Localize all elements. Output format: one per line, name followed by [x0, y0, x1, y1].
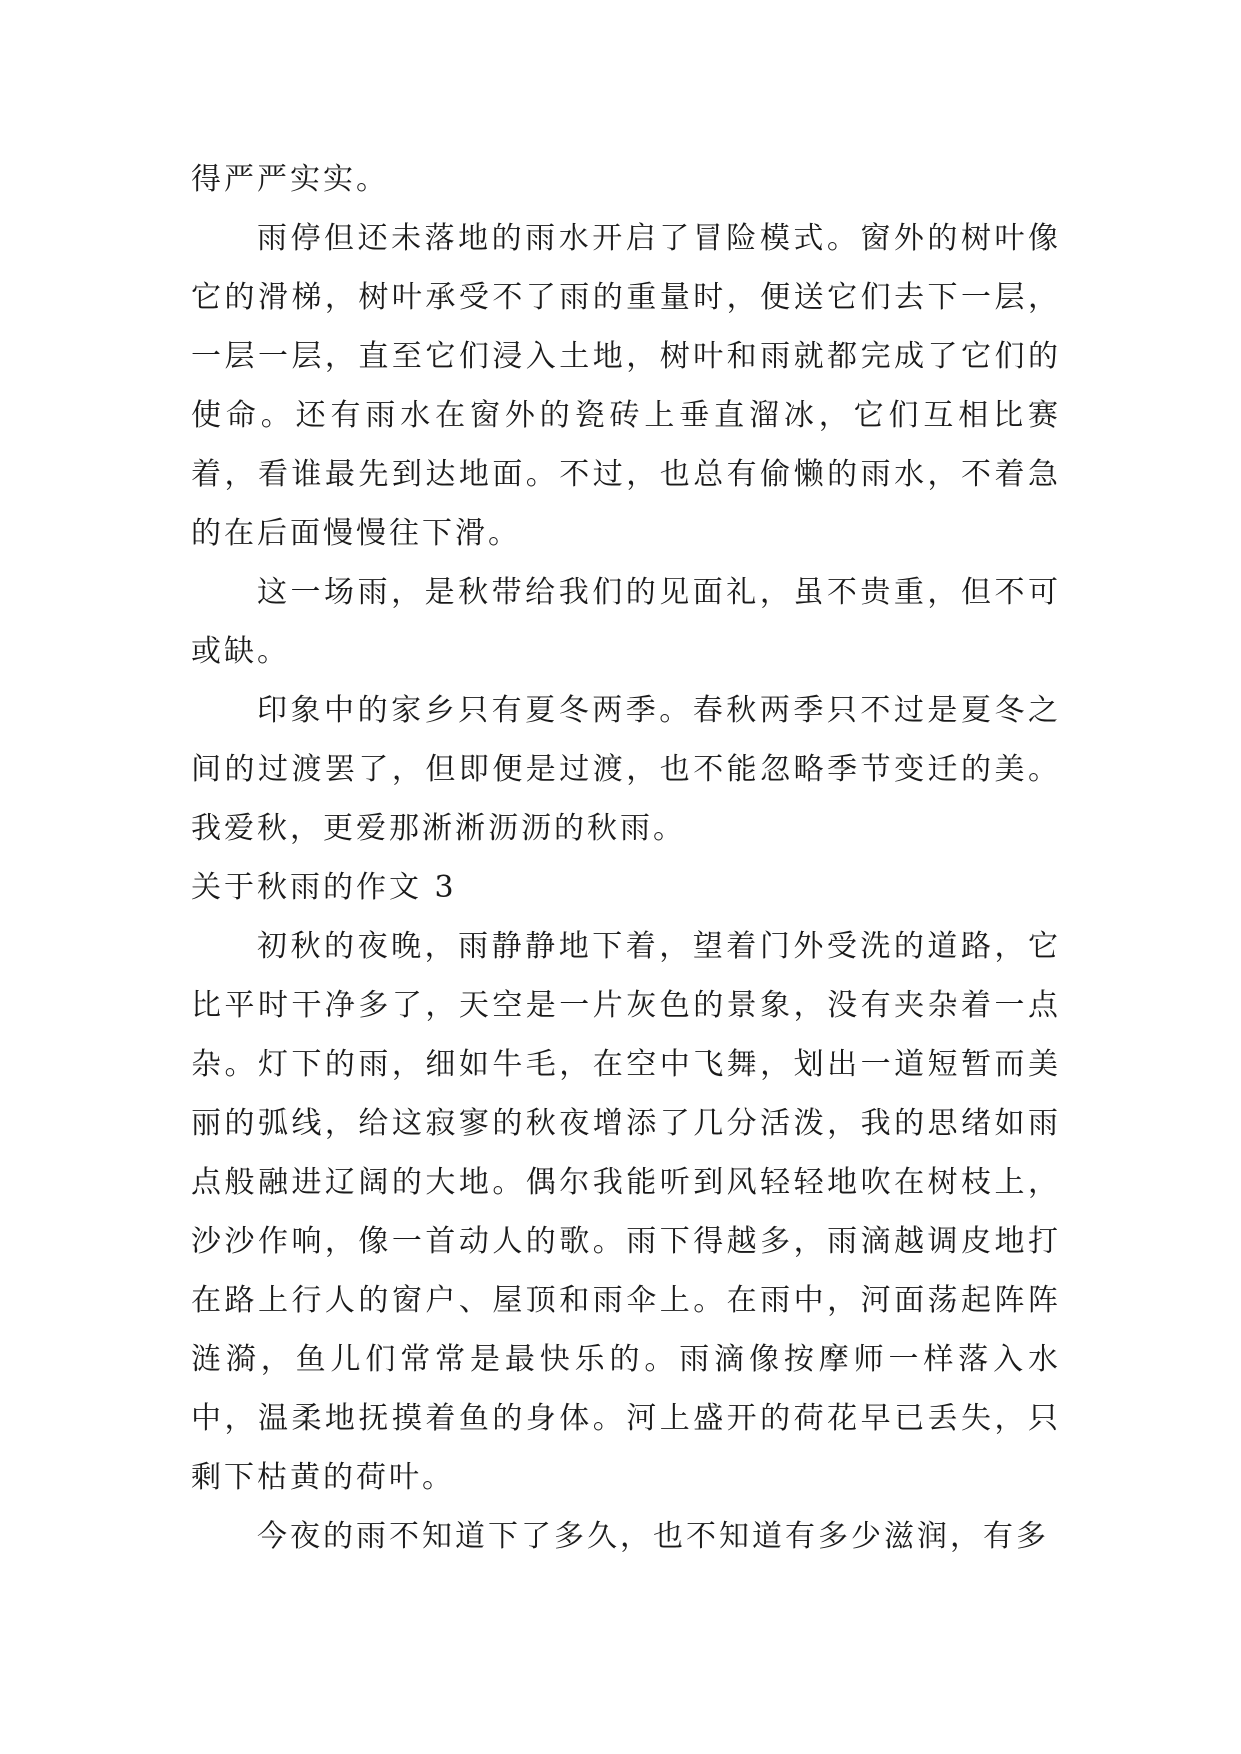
paragraph-autumn-night-rain: 初秋的夜晚，雨静静地下着，望着门外受洗的道路，它比平时干净多了，天空是一片灰色的景象，没有夹杂着一点杂。灯下的雨，细如牛毛，在空中飞舞，划出一道短暂而美丽的弧线，给这寂寥的秋夜增添了几分活泼，我的思绪如雨点般融进辽阔的大地。偶尔我能听到风轻轻地吹在树枝上，沙沙作响，像一首动人的歌。雨下得越多，雨滴越调皮地打在路上行人的窗户、屋顶和雨伞上。在雨中，河面荡起阵阵涟漪，鱼儿们常常是最快乐的。雨滴像按摩师一样落入水中，温柔地抚摸着鱼的身体。河上盛开的荷花早已丢失，只剩下枯黄的荷叶。: [191, 929, 1061, 1495]
paragraph-tonight-rain: 今夜的雨不知道下了多久，也不知道有多少滋润，有多: [257, 1519, 1049, 1554]
paragraph-continuation: 得严严实实。: [191, 162, 389, 197]
document-body: [191, 150, 1061, 1566]
section-title: 关于秋雨的作文 3: [191, 870, 457, 905]
paragraph-hometown-seasons: 印象中的家乡只有夏冬两季。春秋两季只不过是夏冬之间的过渡罢了，但即便是过渡，也不能忽略季节变迁的美。我爱秋，更爱那淅淅沥沥的秋雨。: [191, 693, 1061, 846]
paragraph-autumn-gift: 这一场雨，是秋带给我们的见面礼，虽不贵重，但不可或缺。: [191, 575, 1061, 669]
paragraph-raindrop-adventure: 雨停但还未落地的雨水开启了冒险模式。窗外的树叶像它的滑梯，树叶承受不了雨的重量时，便送它们去下一层，一层一层，直至它们浸入土地，树叶和雨就都完成了它们的使命。还有雨水在窗外的瓷砖上垂直溜冰，它们互相比赛着，看谁最先到达地面。不过，也总有偷懒的雨水，不着急的在后面慢慢往下滑。: [191, 221, 1061, 551]
